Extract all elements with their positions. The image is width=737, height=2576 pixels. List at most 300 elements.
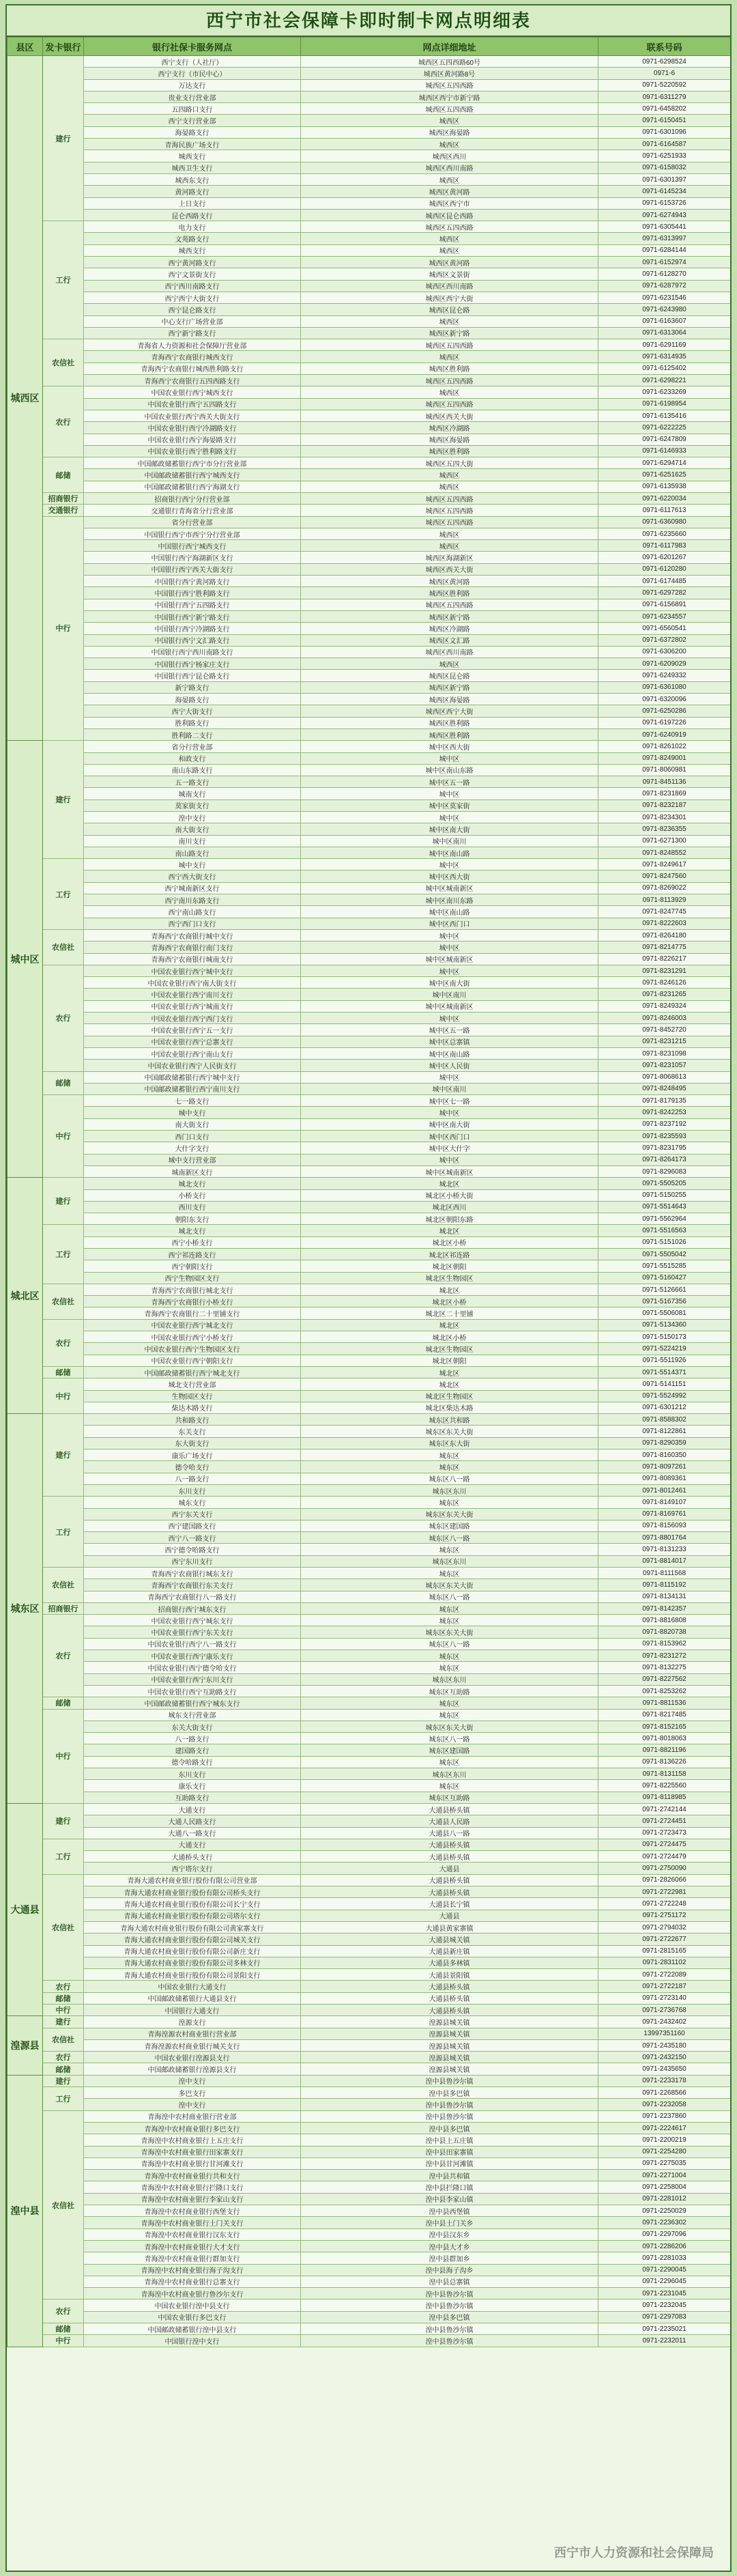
table-row	[8, 694, 731, 705]
outlet-name-cell: 青海民族广场支行	[84, 139, 301, 150]
phone-cell: 0971-5505042	[598, 1248, 731, 1260]
outlet-name-cell: 互助路支行	[84, 1792, 301, 1803]
outlet-name-cell: 胜利路支行	[84, 717, 301, 728]
outlet-name-cell: 西宁八一路支行	[84, 1532, 301, 1544]
phone-cell: 0971-6174485	[598, 576, 731, 587]
outlet-name-cell: 昆仑西路支行	[84, 209, 301, 221]
phone-cell: 0971-8237192	[598, 1118, 731, 1130]
address-cell: 城中区大什字	[301, 1142, 598, 1154]
outlet-name-cell: 青海西宁农商银行八一路支行	[84, 1591, 301, 1602]
outlet-name-cell: 青海大通农村商业银行股份有限公司城关支行	[84, 1934, 301, 1945]
phone-cell: 0971-2281012	[598, 2193, 731, 2205]
address-cell: 城西区冷湖路	[301, 623, 598, 634]
table-row	[8, 280, 731, 292]
address-cell: 城西区西宁大街	[301, 292, 598, 303]
outlet-name-cell: 中国农业银行西宁五一支行	[84, 1024, 301, 1036]
table-row	[8, 1874, 731, 1886]
table-row	[8, 91, 731, 102]
address-cell: 城北区祁连路	[301, 1248, 598, 1260]
outlet-name-cell: 上日支行	[84, 197, 301, 209]
table-row	[8, 2028, 731, 2039]
table-row	[8, 1225, 731, 1236]
address-cell: 大通县桥头镇	[301, 1874, 598, 1886]
phone-cell: 0971-6311279	[598, 91, 731, 102]
table-row	[8, 1685, 731, 1697]
outlet-name-cell: 西宁东关支行	[84, 1508, 301, 1520]
table-row	[8, 56, 731, 68]
table-row	[8, 871, 731, 882]
header-outlet: 银行社保卡服务网点	[84, 38, 301, 56]
outlet-name-cell: 城北支行	[84, 1178, 301, 1189]
table-row	[8, 906, 731, 918]
phone-cell: 0971-6158032	[598, 162, 731, 173]
table-row	[8, 1296, 731, 1307]
table-row	[8, 1189, 731, 1201]
address-cell: 城东区八一路	[301, 1733, 598, 1744]
address-cell: 城北区柴达木路	[301, 1402, 598, 1413]
address-cell: 城西区新宁路	[301, 610, 598, 622]
address-cell: 湟中县鲁沙尔镇	[301, 2335, 598, 2347]
table-row	[8, 244, 731, 256]
table-row	[8, 1118, 731, 1130]
table-row	[8, 2134, 731, 2146]
phone-cell: 0971-8134131	[598, 1591, 731, 1602]
table-row	[8, 552, 731, 563]
phone-cell: 0971-6249332	[598, 670, 731, 681]
address-cell: 城中区	[301, 788, 598, 799]
outlet-name-cell: 南山东路支行	[84, 764, 301, 776]
address-cell: 大通县八一路	[301, 1827, 598, 1839]
outlet-name-cell: 城西卫生支行	[84, 162, 301, 173]
address-cell: 城西区新宁路	[301, 327, 598, 339]
phone-cell: 0971-8247560	[598, 871, 731, 882]
phone-cell: 0971-2296045	[598, 2276, 731, 2287]
outlet-name-cell: 中国农业银行西宁德令哈支行	[84, 1662, 301, 1673]
outlet-name-cell: 南川支行	[84, 835, 301, 847]
outlet-name-cell: 青海湟中农村商业银行土门关支行	[84, 2217, 301, 2228]
header-district: 县区	[8, 38, 43, 56]
phone-cell: 0971-5167356	[598, 1296, 731, 1307]
table-row	[8, 422, 731, 434]
outlet-name-cell: 城北支行营业部	[84, 1378, 301, 1390]
phone-cell: 0971-2724451	[598, 1815, 731, 1827]
outlet-name-cell: 湟中支行	[84, 812, 301, 823]
address-cell: 湟中县汉东乡	[301, 2228, 598, 2240]
table-row	[8, 1213, 731, 1225]
outlet-name-cell: 中国银行西宁文汇路支行	[84, 634, 301, 646]
phone-cell: 0971-5562964	[598, 1213, 731, 1225]
address-cell: 城西区	[301, 315, 598, 327]
table-row	[8, 2063, 731, 2075]
phone-cell: 0971-6458202	[598, 103, 731, 115]
phone-cell: 0971-2231045	[598, 2288, 731, 2299]
address-cell: 城西区五四西路	[301, 339, 598, 351]
table-row	[8, 1508, 731, 1520]
outlet-name-cell: 电力支行	[84, 221, 301, 233]
table-row	[8, 1024, 731, 1036]
phone-cell: 0971-2794032	[598, 1921, 731, 1933]
table-row	[8, 1803, 731, 1815]
address-cell: 城西区五四西路	[301, 221, 598, 233]
address-cell: 大通县	[301, 1863, 598, 1874]
address-cell: 城中区南大街	[301, 977, 598, 989]
outlet-name-cell: 中国银行西宁西川南路支行	[84, 646, 301, 657]
table-row	[8, 1721, 731, 1732]
address-cell: 大通县	[301, 1910, 598, 1921]
outlet-name-cell: 中国农业银行西宁互助路支行	[84, 1685, 301, 1697]
table-row	[8, 2170, 731, 2181]
table-row	[8, 221, 731, 233]
address-cell: 城东区共和路	[301, 1414, 598, 1426]
bank-cell: 农信社	[43, 2110, 84, 2299]
outlet-name-cell: 新宁路支行	[84, 681, 301, 693]
phone-cell: 0971-8231795	[598, 1142, 731, 1154]
bank-cell: 工行	[43, 1497, 84, 1568]
phone-cell: 0971-2232011	[598, 2335, 731, 2347]
outlet-name-cell: 中国农业银行西宁总寨支行	[84, 1036, 301, 1047]
outlet-name-cell: 青海大通农村商业银行股份有限公司营业部	[84, 1874, 301, 1886]
address-cell: 城西区黄河路	[301, 257, 598, 268]
table-row	[8, 1260, 731, 1272]
address-cell: 城西区胜利路	[301, 363, 598, 374]
outlet-name-cell: 建国路支行	[84, 1744, 301, 1756]
outlet-name-cell: 八一路支行	[84, 1733, 301, 1744]
phone-cell: 0971-6150451	[598, 115, 731, 126]
district-cell: 大通县	[8, 1803, 43, 2015]
outlet-name-cell: 招商银行西宁分行营业部	[84, 492, 301, 504]
outlet-name-cell: 中国农业银行西宁胜利路支行	[84, 445, 301, 457]
outlet-name-cell: 中国农业银行西宁人民街支行	[84, 1060, 301, 1071]
phone-cell: 0971-8231057	[598, 1060, 731, 1071]
address-cell: 城西区	[301, 540, 598, 552]
phone-cell: 0971-6298524	[598, 56, 731, 68]
table-row	[8, 150, 731, 162]
address-cell: 城西区五四西路	[301, 516, 598, 528]
phone-cell: 0971-8814017	[598, 1555, 731, 1567]
address-cell: 湟中县海子沟乡	[301, 2264, 598, 2276]
bank-cell: 工行	[43, 1225, 84, 1284]
phone-cell: 0971-2831102	[598, 1957, 731, 1968]
outlet-name-cell: 中国银行西宁城西支行	[84, 540, 301, 552]
outlet-name-cell: 南大街支行	[84, 823, 301, 835]
outlet-name-cell: 中国银行西宁西关大街支行	[84, 563, 301, 575]
table-row	[8, 1555, 731, 1567]
outlet-name-cell: 中国银行西宁冷湖路支行	[84, 623, 301, 634]
address-cell: 城中区总寨镇	[301, 1036, 598, 1047]
address-cell: 城中区七一路	[301, 1095, 598, 1107]
address-cell: 城东区东川	[301, 1673, 598, 1685]
address-cell: 城西区五四西路	[301, 375, 598, 386]
address-cell: 城西区文汇路	[301, 634, 598, 646]
phone-cell: 0971-6164587	[598, 139, 731, 150]
district-cell: 城东区	[8, 1414, 43, 1804]
outlet-name-cell: 中国邮政储蓄银行西宁市分行营业部	[84, 457, 301, 469]
table-row	[8, 1414, 731, 1426]
table-row	[8, 1497, 731, 1508]
table-row	[8, 576, 731, 587]
address-cell: 大通县多林镇	[301, 1957, 598, 1968]
address-cell: 城东区	[301, 1602, 598, 1614]
phone-cell: 0971-6235660	[598, 528, 731, 539]
outlet-name-cell: 青海湟中农村商业银行鲁沙尔支行	[84, 2288, 301, 2299]
bank-cell: 中行	[43, 1709, 84, 1803]
phone-cell: 0971-6240919	[598, 728, 731, 740]
bank-cell: 中行	[43, 1095, 84, 1178]
table-row	[8, 1792, 731, 1803]
outlet-name-cell: 莫家街支行	[84, 799, 301, 811]
phone-cell: 0971-8231272	[598, 1650, 731, 1662]
outlet-name-cell: 西宁东川支行	[84, 1555, 301, 1567]
phone-cell: 0971-6360980	[598, 516, 731, 528]
bank-cell: 中行	[43, 2004, 84, 2015]
table-row	[8, 445, 731, 457]
phone-cell: 0971-8821196	[598, 1744, 731, 1756]
phone-cell: 0971-8152165	[598, 1721, 731, 1732]
bank-cell: 邮储	[43, 1992, 84, 2004]
outlet-name-cell: 西宁黄河路支行	[84, 257, 301, 268]
table-row	[8, 1981, 731, 1992]
phone-cell: 0971-8249324	[598, 1000, 731, 1012]
table-row	[8, 304, 731, 315]
table-row	[8, 103, 731, 115]
table-row	[8, 563, 731, 575]
outlet-name-cell: 中国银行西宁新宁路支行	[84, 610, 301, 622]
table-row	[8, 1331, 731, 1343]
outlet-name-cell: 交通银行青海省分行营业部	[84, 505, 301, 516]
address-cell: 城西区	[301, 528, 598, 539]
address-cell: 城中区西门口	[301, 1131, 598, 1142]
outlet-name-cell: 中国农业银行湟源县支行	[84, 2052, 301, 2063]
outlet-name-cell: 康乐支行	[84, 1780, 301, 1792]
outlet-name-cell: 中国农业银行大通支行	[84, 1981, 301, 1992]
bank-cell: 工行	[43, 2087, 84, 2111]
bank-cell: 工行	[43, 1839, 84, 1874]
bank-cell: 农行	[43, 1981, 84, 1992]
address-cell: 城北区朝阳	[301, 1260, 598, 1272]
phone-cell: 0971-8222603	[598, 918, 731, 929]
outlet-name-cell: 共和路支行	[84, 1414, 301, 1426]
phone-cell: 0971-6287972	[598, 280, 731, 292]
phone-cell: 0971-2233178	[598, 2075, 731, 2086]
table-row	[8, 894, 731, 906]
table-row	[8, 386, 731, 398]
address-cell: 城西区黄河路8号	[301, 68, 598, 79]
phone-cell: 0971-5134360	[598, 1319, 731, 1331]
table-row	[8, 918, 731, 929]
phone-cell: 0971-8149107	[598, 1497, 731, 1508]
phone-cell: 0971-5160427	[598, 1272, 731, 1284]
bank-cell: 农信社	[43, 1874, 84, 1981]
address-cell: 城北区	[301, 1284, 598, 1295]
address-cell: 城西区	[301, 173, 598, 185]
address-cell: 城北区	[301, 1178, 598, 1189]
table-row	[8, 741, 731, 752]
outlet-name-cell: 城中支行	[84, 1107, 301, 1118]
table-row	[8, 126, 731, 138]
table-row	[8, 233, 731, 244]
outlet-name-cell: 德令哈支行	[84, 1461, 301, 1473]
table-row	[8, 315, 731, 327]
phone-cell: 0971-2724479	[598, 1851, 731, 1863]
table-row	[8, 2157, 731, 2169]
phone-cell: 0971-8231265	[598, 989, 731, 1000]
phone-cell: 0971-5505205	[598, 1178, 731, 1189]
phone-cell: 0971-2432402	[598, 2016, 731, 2028]
table-row	[8, 1910, 731, 1921]
address-cell: 湟中县西堡镇	[301, 2205, 598, 2217]
address-cell: 大通县桥头镇	[301, 1839, 598, 1850]
phone-cell: 0971-8816808	[598, 1615, 731, 1626]
address-cell: 城东区东川	[301, 1768, 598, 1780]
outlet-name-cell: 中国农业银行西宁东川支行	[84, 1673, 301, 1685]
phone-cell: 0971-2268566	[598, 2087, 731, 2099]
phone-cell: 0971-2751172	[598, 1910, 731, 1921]
phone-cell: 0971-6250286	[598, 705, 731, 717]
phone-cell: 0971-2722677	[598, 1934, 731, 1945]
table-row	[8, 610, 731, 622]
phone-cell: 0971-8248552	[598, 847, 731, 858]
table-row	[8, 2276, 731, 2287]
address-cell: 城西区新宁路	[301, 681, 598, 693]
outlet-name-cell: 德令哈路支行	[84, 1756, 301, 1768]
outlet-name-cell: 东川支行	[84, 1768, 301, 1780]
outlet-name-cell: 中国邮政储蓄银行湟中县支行	[84, 2323, 301, 2335]
bank-cell: 建行	[43, 1414, 84, 1497]
outlet-name-cell: 西宁塔尔支行	[84, 1863, 301, 1874]
address-cell: 城西区西川南路	[301, 162, 598, 173]
address-cell: 大通县桥头镇	[301, 1981, 598, 1992]
phone-cell: 0971-8588302	[598, 1414, 731, 1426]
bank-cell: 农信社	[43, 1568, 84, 1603]
phone-cell: 0971-2432150	[598, 2052, 731, 2063]
table-row	[8, 327, 731, 339]
outlet-name-cell: 青海湟中农村商业银行营业部	[84, 2110, 301, 2122]
phone-cell: 0971-5126661	[598, 1284, 731, 1295]
table-row	[8, 788, 731, 799]
outlet-name-cell: 青海大通农村商业银行股份有限公司新庄支行	[84, 1945, 301, 1957]
table-row	[8, 1638, 731, 1650]
phone-cell: 0971-8801764	[598, 1532, 731, 1544]
address-cell: 城西区五四西路	[301, 492, 598, 504]
address-cell: 大通县桥头镇	[301, 1886, 598, 1898]
phone-cell: 0971-6231546	[598, 292, 731, 303]
phone-cell: 0971-2236302	[598, 2217, 731, 2228]
table-row	[8, 2228, 731, 2240]
phone-cell: 0971-8264180	[598, 929, 731, 941]
bank-cell: 建行	[43, 1178, 84, 1225]
phone-cell: 0971-5524992	[598, 1390, 731, 1402]
outlet-name-cell: 青海西宁农商银行五四西路支行	[84, 375, 301, 386]
address-cell: 城中区南川	[301, 835, 598, 847]
phone-cell: 0971-6372802	[598, 634, 731, 646]
address-cell: 城东区东关大街	[301, 1721, 598, 1732]
address-cell: 城西区冷湖路	[301, 422, 598, 434]
address-cell: 城东区	[301, 1568, 598, 1579]
phone-cell: 0971-8113929	[598, 894, 731, 906]
outlet-name-cell: 海晏路支行	[84, 126, 301, 138]
outlet-name-cell: 青海湟中农村商业银行共和支行	[84, 2170, 301, 2181]
table-row	[8, 1934, 731, 1945]
table-row	[8, 1662, 731, 1673]
address-cell: 城北区小桥大街	[301, 1189, 598, 1201]
outlet-name-cell: 青海湟中农村商业银行李家山支行	[84, 2193, 301, 2205]
outlet-name-cell: 中国邮政储蓄银行西宁城西支行	[84, 469, 301, 481]
outlet-name-cell: 中国银行湟中支行	[84, 2335, 301, 2347]
address-cell: 湟中县多巴镇	[301, 2122, 598, 2134]
table-row	[8, 1839, 731, 1850]
table-row	[8, 505, 731, 516]
address-cell: 大通县桥头镇	[301, 2004, 598, 2015]
outlet-name-cell: 中国农业银行西宁东关支行	[84, 1626, 301, 1638]
table-row	[8, 1863, 731, 1874]
phone-cell: 0971-6153726	[598, 197, 731, 209]
address-cell: 大通县城关镇	[301, 1934, 598, 1945]
table-row	[8, 1626, 731, 1638]
address-cell: 湟中县田家寨镇	[301, 2146, 598, 2157]
phone-cell: 0971-2722248	[598, 1898, 731, 1910]
address-cell: 湟中县鲁沙尔镇	[301, 2288, 598, 2299]
phone-cell: 0971-6306200	[598, 646, 731, 657]
table-row	[8, 434, 731, 445]
outlet-name-cell: 大通支行	[84, 1803, 301, 1815]
table-row	[8, 2264, 731, 2276]
phone-cell: 0971-8217485	[598, 1709, 731, 1721]
table-row	[8, 1355, 731, 1366]
outlet-name-cell: 城东支行营业部	[84, 1709, 301, 1721]
table-row	[8, 1568, 731, 1579]
bank-cell: 中行	[43, 2335, 84, 2347]
table-row	[8, 1484, 731, 1496]
phone-cell: 0971-6297282	[598, 587, 731, 599]
address-cell: 湟中县多巴镇	[301, 2087, 598, 2099]
table-row	[8, 1744, 731, 1756]
bank-cell: 中行	[43, 1378, 84, 1414]
table-row	[8, 717, 731, 728]
bank-cell: 农行	[43, 1319, 84, 1366]
address-cell: 城东区东大街	[301, 1437, 598, 1449]
outlet-name-cell: 青海大通农村商业银行股份有限公司景阳支行	[84, 1969, 301, 1981]
address-cell: 城中区西大街	[301, 741, 598, 752]
address-cell: 城西区西关大街	[301, 410, 598, 421]
address-cell: 城中区西门口	[301, 918, 598, 929]
outlet-name-cell: 胜利路二支行	[84, 728, 301, 740]
address-cell: 城北区生物园区	[301, 1343, 598, 1355]
outlet-name-cell: 青海西宁农商银行小桥支行	[84, 1296, 301, 1307]
outlet-name-cell: 中国农业银行西宁南山支行	[84, 1047, 301, 1059]
table-row	[8, 540, 731, 552]
outlet-name-cell: 青海西宁农商银行东关支行	[84, 1579, 301, 1591]
outlet-name-cell: 和政支行	[84, 752, 301, 764]
phone-cell: 0971-8227562	[598, 1673, 731, 1685]
phone-cell: 0971-8111568	[598, 1568, 731, 1579]
outlet-name-cell: 城东支行	[84, 1497, 301, 1508]
outlet-name-cell: 城南支行	[84, 788, 301, 799]
outlet-name-cell: 青海西宁农商银行城中支行	[84, 929, 301, 941]
table-row	[8, 2252, 731, 2264]
table-row	[8, 1378, 731, 1390]
address-cell: 城东区互助路	[301, 1792, 598, 1803]
address-cell: 城东区八一路	[301, 1638, 598, 1650]
phone-cell: 0971-2237860	[598, 2110, 731, 2122]
phone-cell: 0971-8122861	[598, 1426, 731, 1437]
table-row	[8, 2075, 731, 2086]
table-row	[8, 68, 731, 79]
outlet-name-cell: 中国农业银行西宁西门支行	[84, 1013, 301, 1024]
phone-cell: 0971-2250029	[598, 2205, 731, 2217]
address-cell: 城西区西宁市新宁路	[301, 91, 598, 102]
address-cell: 城西区	[301, 351, 598, 363]
phone-cell: 0971-2722089	[598, 1969, 731, 1981]
